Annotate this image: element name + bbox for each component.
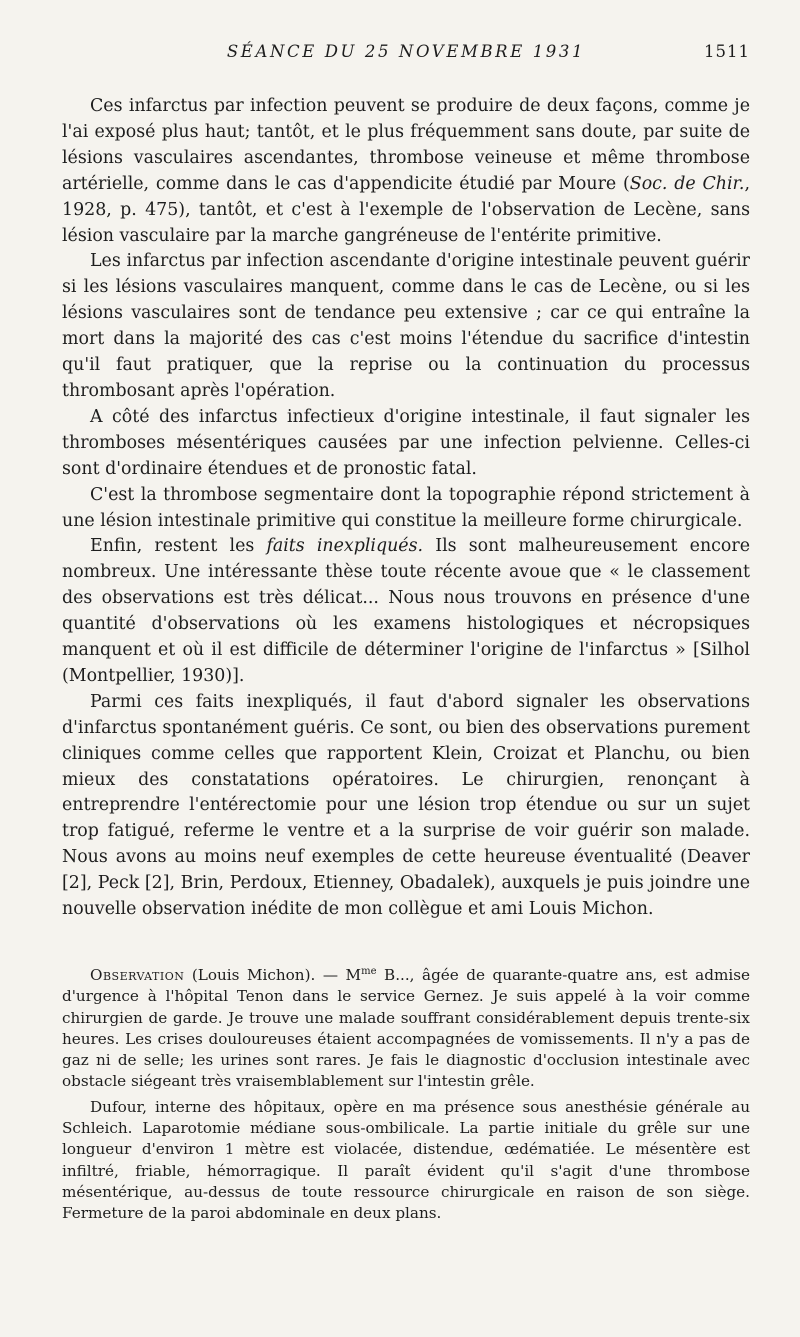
paragraph-6: Parmi ces faits inexpliqués, il faut d'abord signaler les observations d'infarctus spontanément guéris. Ce sont, ou bien des observations purement cliniques comme celles que rapportent Klein, Croizat et Planchu, ou bien mieux des constatations opératoires. Le chirurgien, renonçant à entreprendre l'entérectomie pour une lésion trop étendue ou sur un sujet trop fatigué, referme le ventre et a la surprise de voir guérir son malade. Nous avons au moins neuf exemples de cette heureuse éventualité (Deaver [2], Peck [2], Brin, Perdoux, Etienney, Obadalek), auxquels je puis joindre une nouvelle observation inédite de mon collègue et ami Louis Michon. [62, 691, 750, 920]
observation-title-sup: me [361, 965, 377, 977]
paragraph-5-emphasis: faits inexpliqués. [266, 536, 424, 557]
page-number: 1511 [704, 42, 750, 61]
paragraph-2: Les infarctus par infection ascendante d'origine intestinale peuvent guérir si les lésions vasculaires manquent, comme dans le cas de Lecène, ou si les lésions vasculaires sont de tendance peu extensive ; car ce qui entraîne la mort dans la majorité des cas c'est moins l'étendue du sacrifice d'intestin qu'il faut pratiquer, que la reprise ou la continuation du processus thrombosant après l'opération. [62, 251, 750, 401]
running-title: SÉANCE DU 25 NOVEMBRE 1931 [226, 42, 586, 61]
paragraph-5-end: Ils sont malheureusement encore nombreux. Une intéressante thèse toute récente avoue que « le classement des observations est très délicat... Nous nous trouvons en présence d'une quantité d'observations où les examens histologiques et nécropsiques manquent et où il est difficile de déterminer l'origine de l'infarctus » [Silhol (Montpellier, 1930)]. [62, 536, 750, 686]
observation-section [62, 965, 750, 1225]
observation-paragraph-1-text: B..., âgée de quarante-quatre ans, est admise d'urgence à l'hôpital Tenon dans le service Gernez. Je suis appelé à la voir comme chirurgien de garde. Je trouve une malade souffrant considérablement depuis trente-six heures. Les crises douloureuses étaient accompagnées de vomissements. Il n'y a pas de gaz ni de selle; les urines sont rares. Je fais le diagnostic d'occlusion intestinale avec obstacle siégeant très vraisemblablement sur l'intestin grêle. [62, 966, 750, 1091]
observation-paragraph-2: Dufour, interne des hôpitaux, opère en ma présence sous anesthésie générale au Schleich. Laparotomie médiane sous-ombilicale. La partie initiale du grêle sur une longueur d'environ 1 mètre est violacée, distendue, œdématiée. Le mésentère est infiltré, friable, hémorragique. Il paraît évident qu'il s'agit d'une thrombose mésentérique, au-dessus de toute ressource chirurgicale en raison de son siège. Fermeture de la paroi abdominale en deux plans. [62, 1097, 750, 1223]
observation-author: (Louis Michon). — M [184, 966, 362, 984]
running-head [62, 42, 750, 76]
paragraph-4: C'est la thrombose segmentaire dont la topographie répond strictement à une lésion intestinale primitive qui constitue la meilleure forme chirurgicale. [62, 484, 750, 531]
paragraph-1 [62, 94, 750, 249]
paragraph-5-start: Enfin, restent les [90, 536, 267, 557]
paragraph-3: A côté des infarctus infectieux d'origine intestinale, il faut signaler les thromboses mésentériques causées par une infection pelvienne. Celles-ci sont d'ordinaire étendues et de pronostic fatal. [62, 406, 750, 479]
observation-label: Observation [90, 966, 185, 984]
paragraph-1-reference: Soc. de Chir. [629, 173, 745, 194]
paragraph-1-text: Ces infarctus par infection peuvent se produire de deux façons, comme je l'ai exposé plus haut; tantôt, et le plus fréquemment sans doute, par suite de lésions vasculaires ascendantes, thrombose veineuse et même thrombose artérielle, comme dans le cas d'appendicite étudié par Moure ( [62, 96, 750, 194]
main-text [62, 94, 750, 923]
observation-paragraph-1 [62, 965, 750, 1093]
paragraph-5 [62, 534, 750, 689]
paragraph-1-end: , 1928, p. 475), tantôt, et c'est à l'exemple de l'observation de Lecène, sans lésion vasculaire par la marche gangréneuse de l'entérite primitive. [62, 173, 750, 246]
